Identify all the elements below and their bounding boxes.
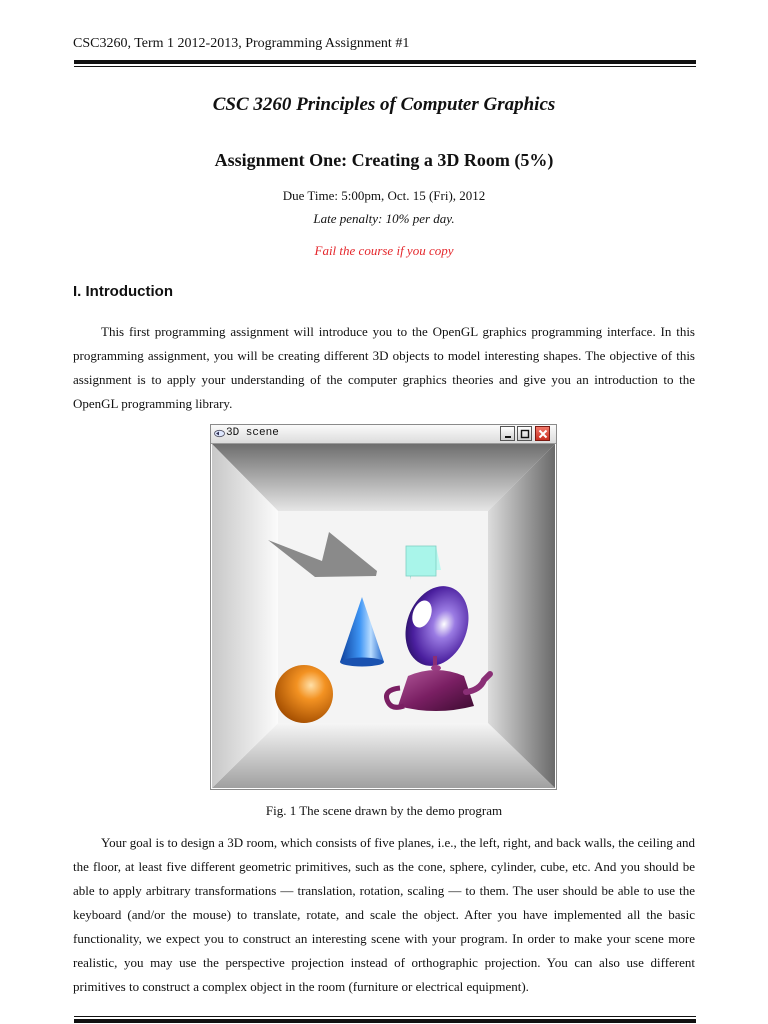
sphere — [275, 665, 333, 723]
course-title: CSC 3260 Principles of Computer Graphics — [212, 94, 556, 115]
section-heading: I. Introduction — [73, 283, 173, 300]
goal-text: Your goal is to design a 3D room, which consists of five planes, i.e., the left, right, and back walls, the ceiling and the floor, at least five different geometric primitives, such as the cone, sphere, cylinder, cube, etc. And you should be able to apply arbitrary transformations — translation, rotation, scaling — to them. The user should be able to use the keyboard (and/or the mouse) to translate, rotate, and scale the object. After you have implemented all the basic functionality, we expect you to construct an interesting scene with your program. In order to make your scene more realistic, you may use the perspective projection instead of orthographic projection. You can also use different primitives to construct a complex object in the room (furniture or electrical equipment). — [73, 835, 695, 994]
close-icon — [536, 427, 551, 442]
assignment-title: Assignment One: Creating a 3D Room (5%) — [214, 150, 554, 170]
minimize-icon — [501, 427, 516, 442]
3d-room-render — [212, 444, 555, 788]
intro-paragraph — [73, 320, 695, 416]
demo-screenshot-figure — [210, 424, 557, 790]
intro-text: This first programming assignment will introduce you to the OpenGL graphics programming interface. In this programming assignment, you will be creating different 3D objects to model interesting shapes. The objective of this assignment is to apply your understanding of the computer graphics theories and give you an introduction to the OpenGL programming library. — [73, 324, 695, 411]
opengl-window-icon — [214, 428, 225, 439]
header-rule-thin — [74, 66, 696, 67]
window-title: 3D scene — [226, 427, 279, 439]
minimize-button[interactable] — [500, 426, 515, 441]
copy-warning: Fail the course if you copy — [314, 243, 454, 258]
due-time: Due Time: 5:00pm, Oct. 15 (Fri), 2012 — [282, 188, 486, 203]
header-rule — [74, 60, 696, 64]
window-titlebar — [211, 425, 556, 444]
figure-caption: Fig. 1 The scene drawn by the demo program — [265, 803, 503, 818]
footer-rule-thin — [74, 1016, 696, 1017]
page-header: CSC3260, Term 1 2012-2013, Programming Assignment #1 — [73, 36, 410, 51]
close-button[interactable] — [535, 426, 550, 441]
late-penalty: Late penalty: 10% per day. — [313, 211, 455, 226]
maximize-icon — [518, 427, 533, 442]
footer-rule — [74, 1019, 696, 1023]
maximize-button[interactable] — [517, 426, 532, 441]
cube — [406, 546, 441, 580]
goal-paragraph — [73, 831, 695, 999]
